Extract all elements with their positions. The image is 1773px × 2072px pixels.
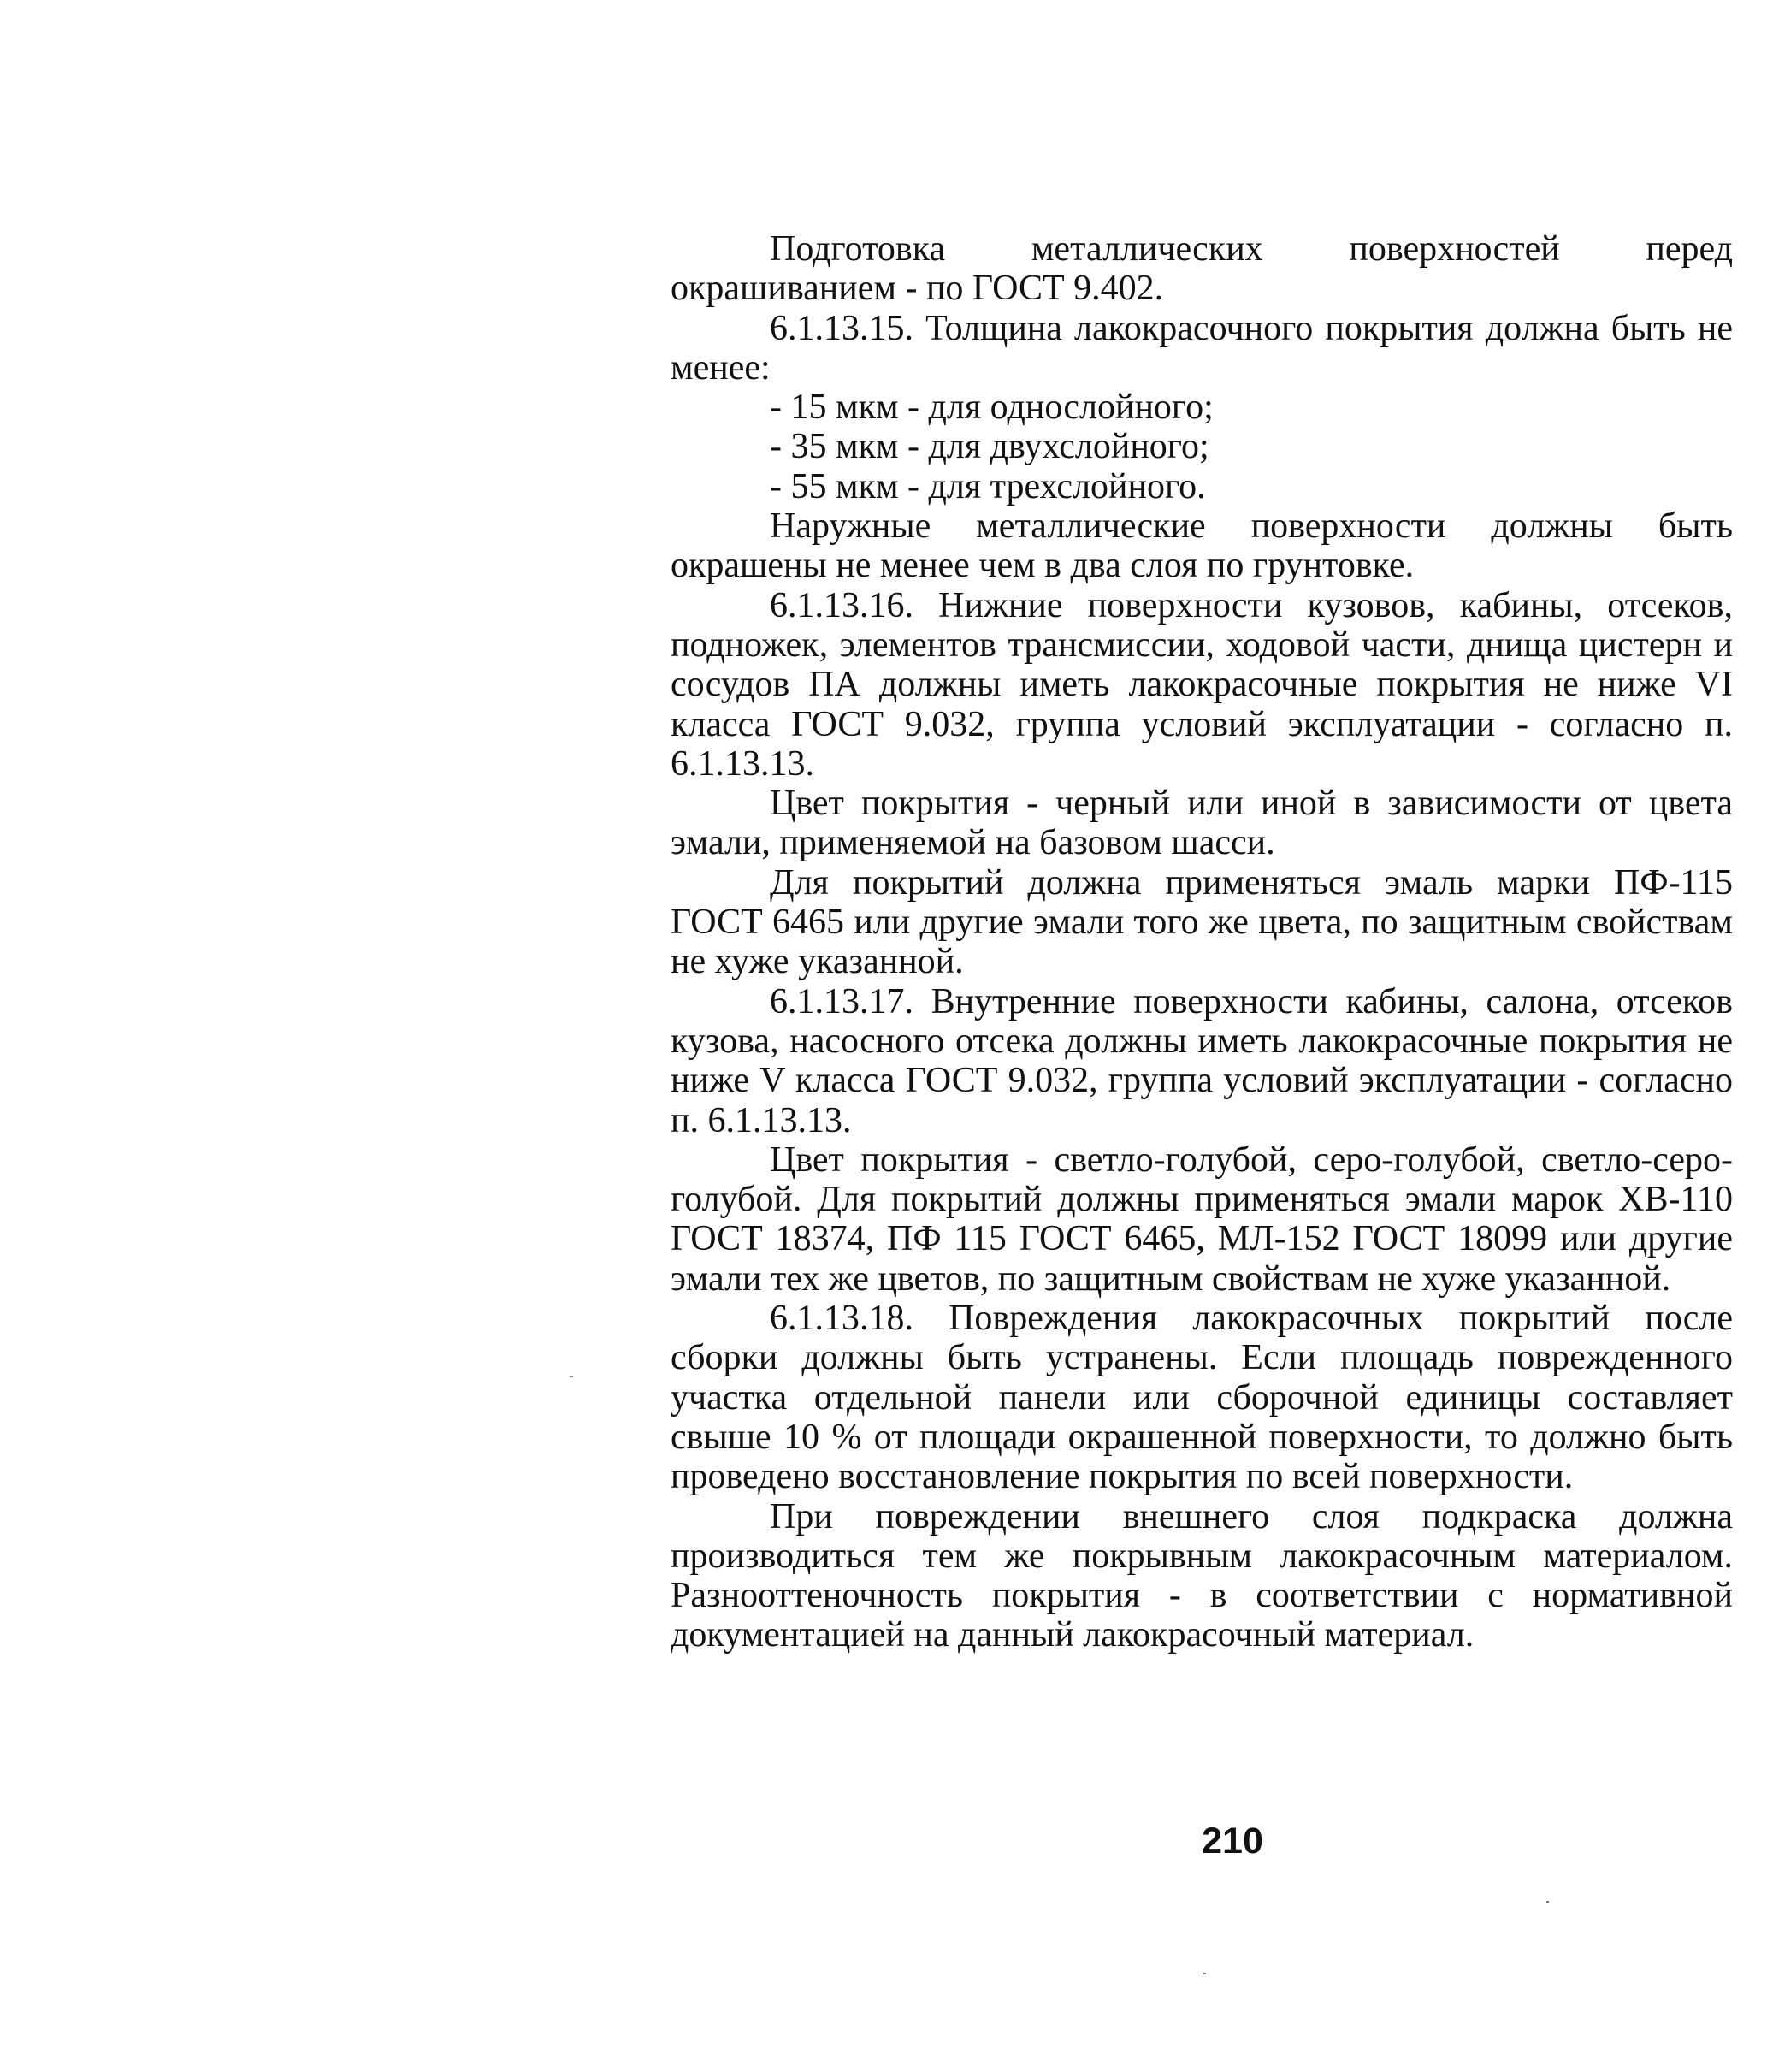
list-item-double-layer: - 35 мкм - для двухслойного; (770, 427, 1209, 467)
paragraph-touch-up: При повреждении внешнего слоя подкраска должна производиться тем же покрывным лакокрасочным материалом. Разнооттеночность покрытия - в соответствии с нормативной документацией на данный лакокрасочный материал. (671, 1496, 1733, 1655)
list-item-single-layer: - 15 мкм - для однослойного; (770, 388, 1214, 428)
page-number: 210 (1202, 1820, 1263, 1862)
paragraph-color-black: Цвет покрытия - черный или иной в зависимости от цвета эмали, применяемой на базовом шасси. (671, 784, 1733, 863)
paragraph-surface-preparation: Подготовка металлических поверхностей перед окрашиванием - по ГОСТ 9.402. (671, 229, 1733, 309)
paragraph-6-1-13-15: 6.1.13.15. Толщина лакокрасочного покрытия должна быть не менее: (671, 308, 1733, 388)
paragraph-6-1-13-18: 6.1.13.18. Повреждения лакокрасочных покрытий после сборки должны быть устранены. Если площадь поврежденного участка отдельной панели или сборочной единицы составляет свыше 10 % от площади окрашенной поверхности, то должно быть проведено восстановление покрытия по всей поверхности. (671, 1299, 1733, 1497)
scan-speck (570, 1376, 573, 1377)
paragraph-enamel-pf115: Для покрытий должна применяться эмаль марки ПФ-115 ГОСТ 6465 или другие эмали того же цвета, по защитным свойствам не хуже указанной. (671, 862, 1733, 982)
paragraph-color-blue: Цвет покрытия - светло-голубой, серо-голубой, светло-серо-голубой. Для покрытий должны применяться эмали марок ХВ-110 ГОСТ 18374, ПФ 115 ГОСТ 6465, МЛ-152 ГОСТ 18099 или другие эмали тех же цветов, по защитным свойствам не хуже указанной. (671, 1140, 1733, 1299)
scan-speck (1546, 1901, 1549, 1903)
paragraph-6-1-13-16: 6.1.13.16. Нижние поверхности кузовов, кабины, отсеков, подножек, элементов трансмиссии, ходовой части, днища цистерн и сосудов ПА должны иметь лакокрасочные покрытия не ниже VI класса ГОСТ 9.032, группа условий эксплуатации - согласно п. 6.1.13.13. (671, 585, 1733, 784)
document-body (671, 229, 1733, 1655)
paragraph-6-1-13-17: 6.1.13.17. Внутренние поверхности кабины, салона, отсеков кузова, насосного отсека должны иметь лакокрасочные покрытия не ниже V класса ГОСТ 9.032, группа условий эксплуатации - согласно п. 6.1.13.13. (671, 981, 1733, 1140)
list-item-triple-layer: - 55 мкм - для трехслойного. (770, 466, 1206, 506)
scan-speck (1203, 1973, 1206, 1974)
paragraph-outer-surfaces: Наружные металлические поверхности должны быть окрашены не менее чем в два слоя по грунтовке. (671, 506, 1733, 586)
